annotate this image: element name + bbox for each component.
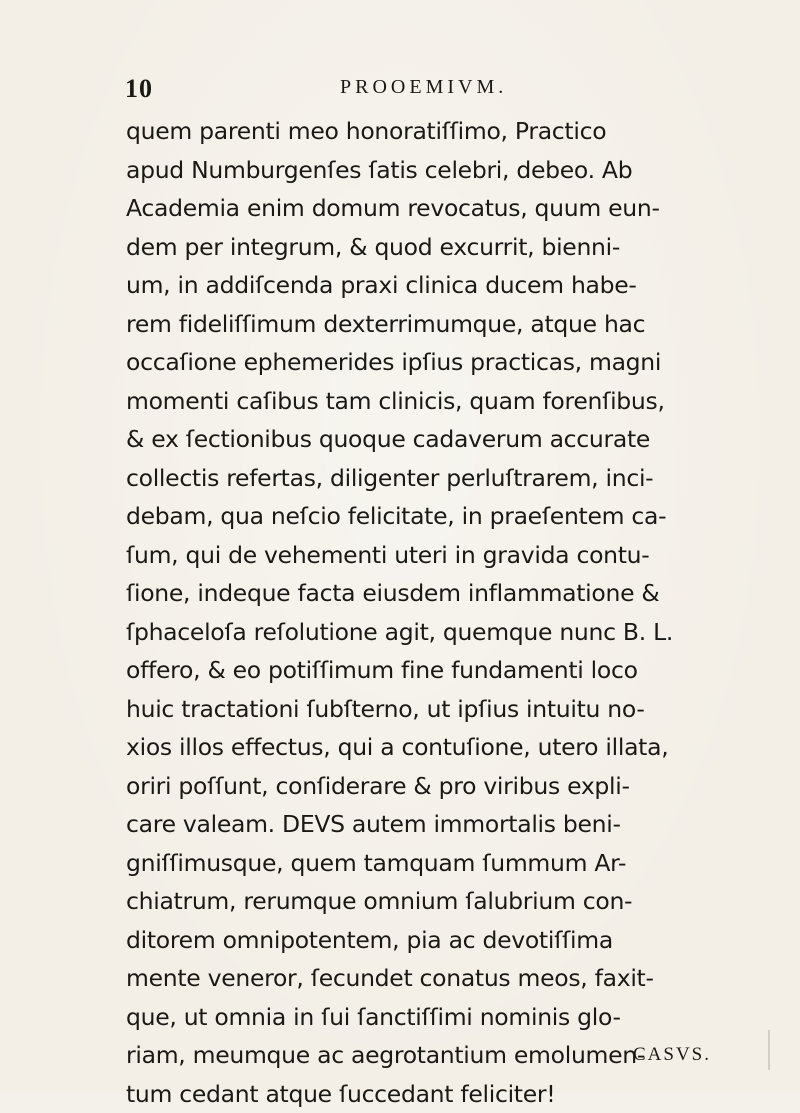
text-line: momenti caſibus tam clinicis, quam forenſibus, [126,382,786,421]
body-text [126,112,786,1113]
text-line: rem fideliſſimum dexterrimumque, atque hac [126,305,786,344]
page-edge-mark [768,1030,770,1070]
text-line: & ex ſectionibus quoque cadaverum accurate [126,420,786,459]
text-line: debam, qua neſcio felicitate, in praeſentem ca- [126,497,786,536]
text-line: Academia enim domum revocatus, quum eun- [126,189,786,228]
text-line: quem parenti meo honoratiſſimo, Practico [126,112,786,151]
text-line: mente veneror, ſecundet conatus meos, faxit- [126,959,786,998]
text-line: offero, & eo potiſſimum fine fundamenti loco [126,651,786,690]
text-line: que, ut omnia in ſui ſanctiſſimi nominis glo- [126,998,786,1037]
running-head: PROOEMIVM. [340,76,507,99]
text-line: tum cedant atque ſuccedant feliciter! [126,1075,786,1113]
text-line: xios illos effectus, qui a contuſione, utero illata, [126,728,786,767]
text-line: ſum, qui de vehementi uteri in gravida contu- [126,536,786,575]
text-line: ditorem omnipotentem, pia ac devotiſſima [126,921,786,960]
text-line: gniſſimusque, quem tamquam ſummum Ar- [126,844,786,883]
page-header [0,74,800,114]
text-line: dem per integrum, & quod excurrit, bienni- [126,228,786,267]
text-line: ſphaceloſa reſolutione agit, quemque nunc B. L. [126,613,786,652]
text-line: collectis refertas, diligenter perluſtrarem, inci- [126,459,786,498]
text-line: care valeam. DEVS autem immortalis beni- [126,805,786,844]
text-line: um, in addiſcenda praxi clinica ducem habe- [126,266,786,305]
page-number: 10 [125,74,153,104]
catchword: CASVS. [633,1044,711,1066]
text-line: riam, meumque ac aegrotantium emolumen- [126,1036,786,1075]
text-line: oriri poſſunt, conſiderare & pro viribus expli- [126,767,786,806]
text-line: ſione, indeque facta eiusdem inflammatione & [126,574,786,613]
text-line: huic tractationi ſubſterno, ut ipſius intuitu no- [126,690,786,729]
text-line: occaſione ephemerides ipſius practicas, magni [126,343,786,382]
text-line: apud Numburgenſes ſatis celebri, debeo. Ab [126,151,786,190]
text-line: chiatrum, rerumque omnium ſalubrium con- [126,882,786,921]
